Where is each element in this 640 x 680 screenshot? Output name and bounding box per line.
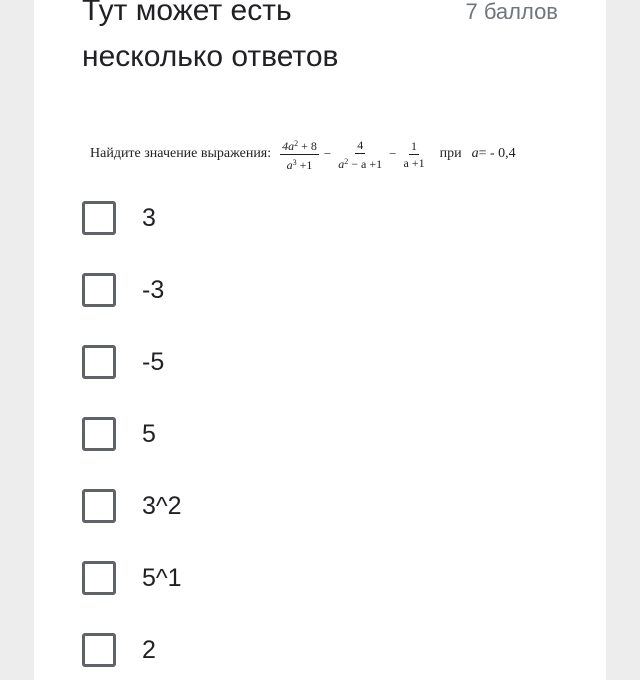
expression-lead-text: Найдите значение выражения: <box>90 146 272 161</box>
option-label: 3^2 <box>142 491 182 520</box>
question-card <box>34 0 606 680</box>
question-title-line-1: Тут может есть <box>82 0 292 27</box>
option-6[interactable] <box>82 558 182 598</box>
option-3[interactable] <box>82 342 164 382</box>
question-title-line-2: несколько ответов <box>82 40 339 73</box>
option-label: -5 <box>142 347 165 376</box>
checkbox[interactable] <box>82 273 116 307</box>
fraction-1-denominator: $a^3 +1$ <box>286 157 313 172</box>
option-2[interactable] <box>82 270 164 310</box>
fraction-1-numerator: $4a^2 + 8$ <box>282 138 317 153</box>
option-7[interactable] <box>82 630 156 670</box>
checkbox[interactable] <box>82 561 116 595</box>
fraction-3-denominator: a +1 <box>403 155 425 170</box>
option-label: 2 <box>142 635 156 664</box>
math-expression-image <box>90 136 516 172</box>
fraction-2 <box>336 138 384 171</box>
fraction-3-numerator: 1 <box>411 138 418 153</box>
option-1[interactable] <box>82 198 156 238</box>
points-label: 7 баллов <box>465 0 558 24</box>
fraction-1 <box>280 137 319 172</box>
minus-sign-2: − <box>389 146 397 161</box>
option-4[interactable] <box>82 414 156 454</box>
checkbox[interactable] <box>82 633 116 667</box>
option-5[interactable] <box>82 486 182 526</box>
checkbox[interactable] <box>82 201 116 235</box>
fraction-2-denominator: $a^2 - a +1$ <box>338 156 383 171</box>
checkbox[interactable] <box>82 417 116 451</box>
option-label: -3 <box>142 275 165 304</box>
option-label: 3 <box>142 203 156 232</box>
expression-variable: a <box>471 146 479 161</box>
expression-value: = - 0,4 <box>478 146 516 161</box>
question-header <box>82 0 556 80</box>
fraction-2-numerator: 4 <box>357 137 364 152</box>
expression-condition-word: при <box>439 146 462 161</box>
checkbox[interactable] <box>82 345 116 379</box>
option-label: 5^1 <box>142 563 182 592</box>
option-label: 5 <box>142 419 156 448</box>
minus-sign-1: − <box>323 146 332 161</box>
checkbox[interactable] <box>82 489 116 523</box>
fraction-3 <box>401 139 426 170</box>
